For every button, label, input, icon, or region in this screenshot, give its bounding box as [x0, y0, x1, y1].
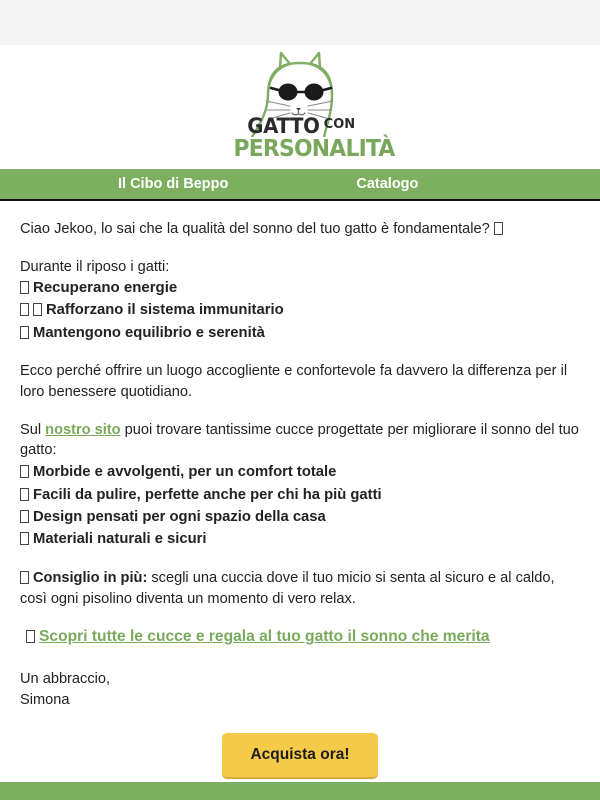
benefits-intro: Durante il riposo i gatti: [20, 258, 170, 275]
top-spacer-band [0, 0, 600, 45]
discover-beds-link[interactable]: Scopri tutte le cucce e regala al tuo gatto il sonno che merita [39, 628, 490, 646]
missing-glyph-icon [20, 303, 29, 316]
signoff-block [20, 669, 580, 711]
benefit-item-label: Mantengono equilibrio e serenità [33, 324, 265, 341]
greeting-paragraph [20, 219, 580, 240]
benefit-item-label: Recuperano energie [33, 279, 178, 297]
main-navigation-bar [0, 169, 600, 201]
feature-item [20, 484, 580, 506]
missing-glyph-icon [20, 510, 29, 523]
cta-button-wrapper [20, 733, 580, 779]
missing-glyph-icon [20, 326, 29, 339]
tip-text: scegli una cuccia dove il tuo micio si senta al sicuro e al caldo, così ogni pisolino diventa un momento di vero relax. [20, 569, 555, 607]
feature-item-label: Design pensati per ogni spazio della casa [33, 509, 326, 525]
email-body [0, 201, 600, 779]
missing-glyph-icon [20, 571, 29, 584]
site-sentence-before: Sul [20, 421, 46, 438]
logo-wordmark [230, 114, 395, 162]
reason-paragraph: Ecco perché offrire un luogo accogliente e confortevole fa davvero la differenza per il loro benessere quotidiano. [20, 363, 568, 400]
missing-glyph-icon [33, 303, 42, 316]
benefit-item [20, 322, 580, 344]
missing-glyph-icon [20, 532, 29, 545]
benefit-item-label: Rafforzano il sistema immunitario [46, 302, 284, 319]
benefits-block [20, 257, 580, 344]
missing-glyph-icon [26, 630, 35, 643]
logo-word-personalita: PERSONALITÀ [233, 136, 395, 162]
tip-paragraph [20, 568, 580, 609]
cta-link-paragraph [20, 626, 580, 648]
nostro-sito-link[interactable]: nostro sito [45, 421, 121, 438]
feature-item-label: Morbide e avvolgenti, per un comfort totale [33, 464, 337, 481]
feature-item-label: Facili da pulire, perfette anche per chi ha più gatti [33, 486, 382, 503]
brand-logo[interactable] [230, 51, 395, 163]
buy-now-button[interactable]: Acquista ora! [222, 733, 377, 779]
benefit-item [20, 277, 580, 299]
signoff-line-1: Un abbraccio, [20, 670, 111, 687]
feature-item-label: Materiali naturali e sicuri [33, 531, 207, 548]
missing-glyph-icon [20, 488, 29, 501]
nav-item-catalogo[interactable]: Catalogo [356, 176, 419, 192]
feature-item [20, 528, 580, 550]
tip-label: Consiglio in più: [33, 569, 148, 586]
logo-word-con: CON [323, 117, 356, 132]
feature-item [20, 506, 580, 528]
greeting-text: Ciao Jekoo, lo sai che la qualità del sonno del tuo gatto è fondamentale? [20, 221, 490, 237]
logo-word-gatto: GATTO [247, 114, 320, 138]
site-sentence-after: puoi trovare tantissime cucce progettate per migliorare il sonno del tuo gatto: [20, 421, 579, 459]
nav-item-il-cibo-di-beppo[interactable]: Il Cibo di Beppo [118, 176, 229, 192]
features-block [20, 420, 580, 551]
missing-glyph-icon [20, 465, 29, 478]
footer-bar [0, 782, 600, 800]
benefit-item [20, 299, 580, 321]
missing-glyph-icon [494, 222, 503, 235]
logo-area [0, 45, 600, 169]
site-sentence [20, 420, 580, 461]
feature-item [20, 461, 580, 483]
signoff-line-2: Simona [20, 691, 70, 708]
missing-glyph-icon [20, 281, 29, 294]
